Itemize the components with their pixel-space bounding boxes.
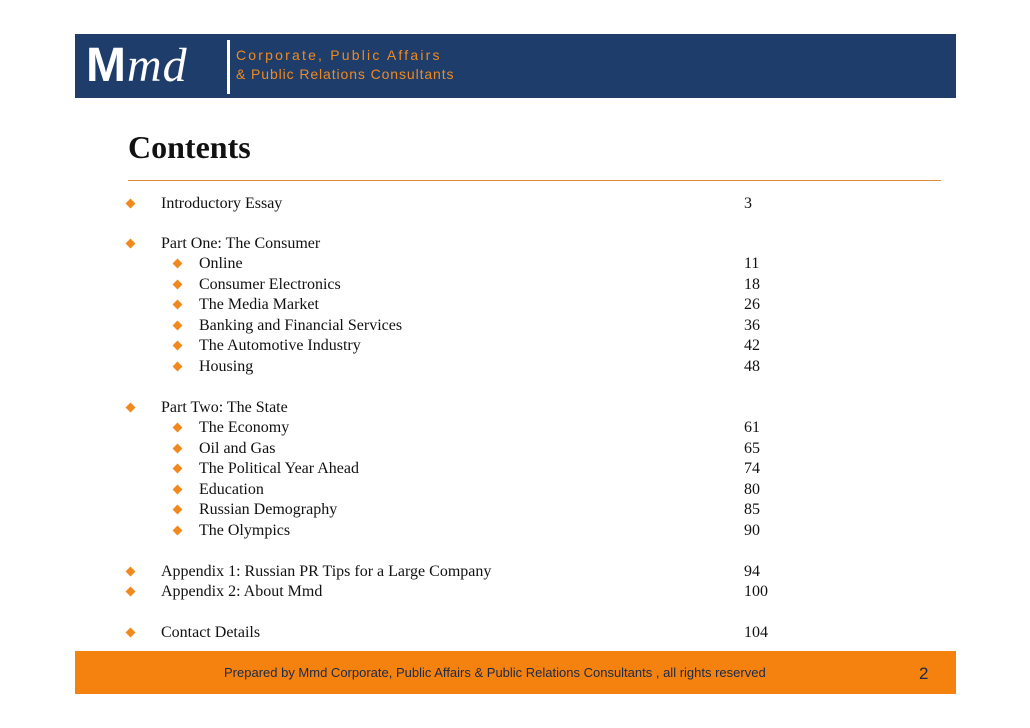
toc-item: Appendix 2: About Mmd [161,583,323,600]
toc-item: Housing [199,358,254,375]
bullet-icon [173,526,183,536]
toc-page-number: 100 [744,583,768,600]
toc-page-number: 94 [744,563,760,580]
bullet-icon [173,341,183,351]
toc-page-number: 3 [744,195,752,212]
footer-copyright: Prepared by Mmd Corporate, Public Affairs & Public Relations Consultants , all rights reserved [224,665,766,680]
toc-page-number: 36 [744,317,760,334]
toc-section: Part One: The Consumer [161,235,321,252]
title-rule [128,180,941,181]
bullet-icon [126,567,136,577]
bullet-icon [126,587,136,597]
toc-item: Oil and Gas [199,440,276,457]
bullet-icon [173,444,183,454]
logo-divider [227,40,230,94]
bullet-icon [173,280,183,290]
toc-item: The Media Market [199,296,319,313]
bullet-icon [126,199,136,209]
toc-item: Online [199,255,243,272]
bullet-icon [126,628,136,638]
bullet-icon [173,362,183,372]
bullet-icon [173,485,183,495]
toc-item: Appendix 1: Russian PR Tips for a Large Company [161,563,492,580]
toc-page-number: 74 [744,460,760,477]
toc-item: Consumer Electronics [199,276,341,293]
toc-page-number: 85 [744,501,760,518]
footer-page-number: 2 [919,664,929,683]
bullet-icon [173,505,183,515]
toc-item: Banking and Financial Services [199,317,403,334]
toc-page-number: 90 [744,522,760,539]
bullet-icon [173,321,183,331]
company-logo [78,37,478,95]
logo-tagline-1: Corporate, Public Affairs [236,47,442,63]
toc-item: Contact Details [161,624,261,641]
logo-mark: Mmd [86,39,188,92]
toc-item: Education [199,481,264,498]
toc-page-number: 48 [744,358,760,375]
toc-item: The Economy [199,419,290,436]
toc-page-number: 80 [744,481,760,498]
bullet-icon [173,259,183,269]
toc-item: Russian Demography [199,501,338,518]
toc-item: The Political Year Ahead [199,460,359,477]
toc-page-number: 61 [744,419,760,436]
toc-item: The Automotive Industry [199,337,361,354]
bullet-icon [173,464,183,474]
toc-page-number: 65 [744,440,760,457]
bullet-icon [173,300,183,310]
toc-page-number: 42 [744,337,760,354]
bullet-icon [173,423,183,433]
page-title: Contents [128,129,251,165]
toc-page-number: 18 [744,276,760,293]
toc-page-number: 104 [744,624,768,641]
toc-page-number: 26 [744,296,760,313]
toc-item: Introductory Essay [161,195,283,212]
toc-item: The Olympics [199,522,291,539]
toc-section: Part Two: The State [161,399,288,416]
bullet-icon [126,403,136,413]
bullet-icon [126,239,136,249]
toc-page-number: 11 [744,255,760,272]
logo-tagline-2: & Public Relations Consultants [236,66,455,82]
